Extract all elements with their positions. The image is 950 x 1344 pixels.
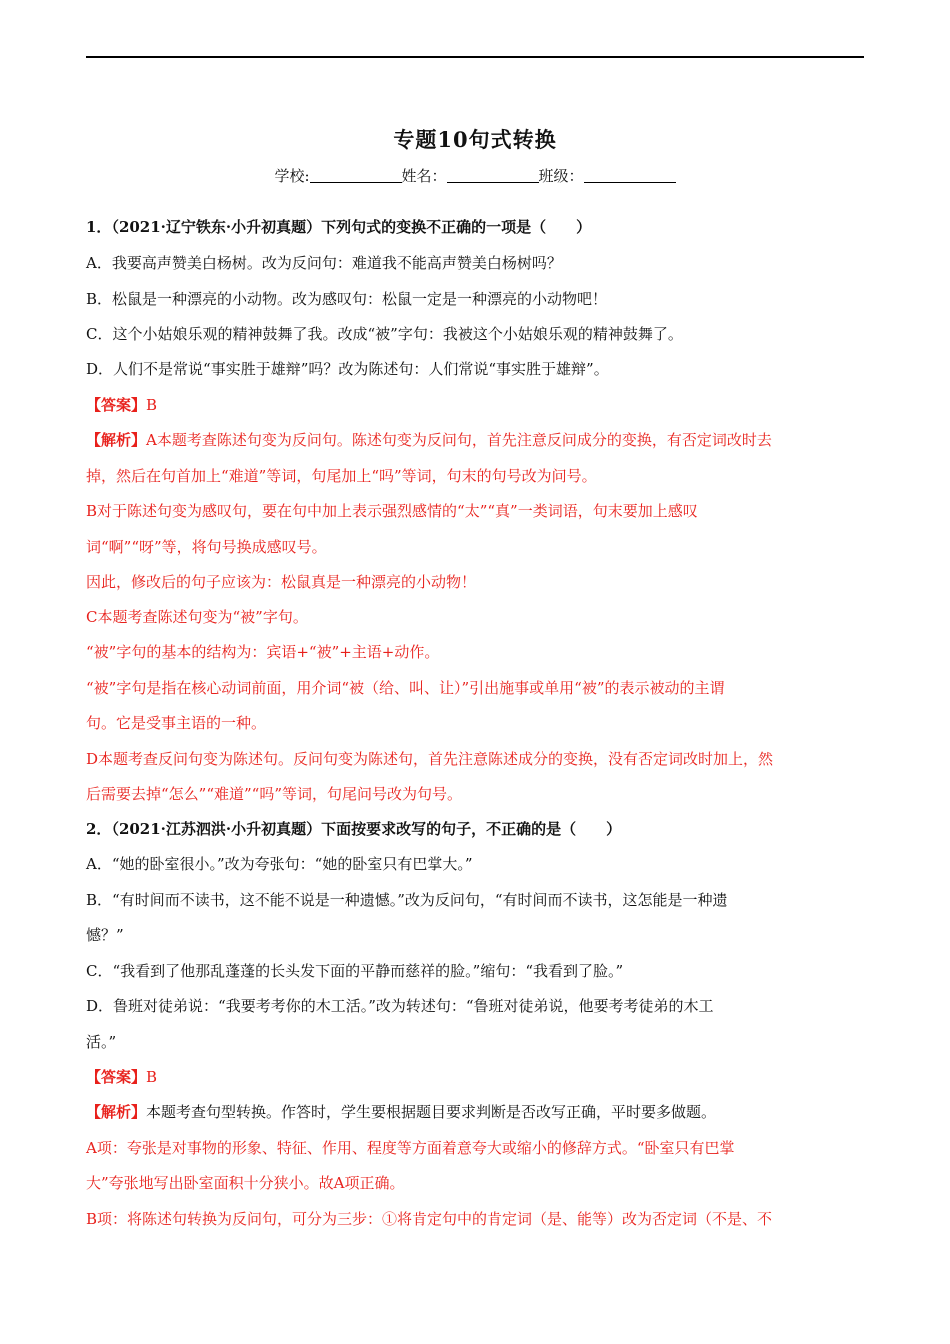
school-blank [310,168,402,183]
q1-analysis-line-9: 句。它是受事主语的一种。 [86,714,267,732]
q1-analysis-line-6: C本题考查陈述句变为“被”字句。 [86,608,308,626]
q1-analysis-line-2: 掉，然后在句首加上“难道”等词，句尾加上“吗”等词，句末的句号改为问号。 [86,467,597,485]
q2-option-c: C．“我看到了他那乱蓬蓬的长头发下面的平静而慈祥的脸。”缩句：“我看到了脸。” [86,962,624,980]
q2-answer-value: B [146,1068,158,1086]
header-rule [86,56,864,58]
q1-analysis-label: 【解析】 [86,431,147,449]
name-blank [447,168,539,183]
q2-number: 2． [86,820,112,838]
q1-analysis-line-8: “被”字句是指在核心动词前面，用介词“被（给、叫、让）”引出施事或单用“被”的表示被动的主谓 [86,679,725,697]
name-label: 姓名： [401,167,447,185]
school-label: 学校: [274,167,310,185]
page-title: 专题10句式转换 [393,127,557,152]
q1-source: （2021·辽宁铁东·小升初真题） [111,218,322,236]
q2-analysis-line-4: B项：将陈述句转换为反问句，可分为三步：①将肯定句中的肯定词（是、能等）改为否定词（不是、不 [86,1210,773,1228]
q1-analysis-line-1 [86,429,772,450]
q2-option-d-cont: 活。” [86,1033,117,1051]
q1-stem-text: 下列句式的变换不正确的一项是（ ） [321,218,592,236]
q2-answer-label: 【答案】 [86,1068,147,1086]
q2-option-b-cont: 憾？” [86,926,124,944]
q2-option-d: D．鲁班对徒弟说：“我要考考你的木工活。”改为转述句：“鲁班对徒弟说，他要考考徒弟的木工 [86,997,714,1015]
q2-answer [86,1066,157,1087]
q1-option-a: A．我要高声赞美白杨树。改为反问句：难道我不能高声赞美白杨树吗？ [86,254,562,272]
q1-analysis-text-1: A本题考查陈述句变为反问句。陈述句变为反问句，首先注意反问成分的变换，有否定词改时去 [146,431,772,449]
q2-analysis-line-2: A项：夸张是对事物的形象、特征、作用、程度等方面着意夸大或缩小的修辞方式。“卧室只有巴掌 [86,1139,735,1157]
q2-analysis-line-3: 大”夸张地写出卧室面积十分狭小。故A项正确。 [86,1174,405,1192]
q1-analysis-line-10: D本题考查反问句变为陈述句。反问句变为陈述句，首先注意陈述成分的变换，没有否定词改时加上，然 [86,750,774,768]
q2-stem-text: 下面按要求改写的句子，不正确的是（ ） [321,820,622,838]
q2-analysis-line-1 [86,1101,716,1122]
q2-option-a: A．“她的卧室很小。”改为夸张句：“她的卧室只有巴掌大。” [86,855,473,873]
q1-analysis-line-7: “被”字句的基本的结构为：宾语+“被”+主语+动作。 [86,643,440,661]
q1-analysis-line-11: 后需要去掉“怎么”“难道”“吗”等词，句尾问号改为句号。 [86,785,463,803]
q1-answer [86,394,157,415]
q1-analysis-line-5: 因此，修改后的句子应该为：松鼠真是一种漂亮的小动物！ [86,573,477,591]
q1-analysis-line-4: 词“啊”“呀”等，将句号换成感叹号。 [86,538,327,556]
q2-option-b: B．“有时间而不读书，这不能不说是一种遗憾。”改为反问句，“有时间而不读书，这怎能是一种遗 [86,891,728,909]
student-info-line [0,165,950,186]
q2-analysis-text-1: 本题考查句型转换。作答时，学生要根据题目要求判断是否改写正确，平时要多做题。 [146,1103,717,1121]
class-label: 班级： [538,167,584,185]
q2-source: （2021·江苏泗洪·小升初真题） [111,820,322,838]
q1-stem [86,216,591,237]
q1-analysis-line-3: B对于陈述句变为感叹句，要在句中加上表示强烈感情的“太”“真”一类词语，句末要加上感叹 [86,502,698,520]
q2-stem [86,818,621,839]
class-blank [584,168,676,183]
q2-analysis-label: 【解析】 [86,1103,147,1121]
q1-number: 1． [86,218,112,236]
q1-answer-value: B [146,396,158,414]
q1-option-b: B．松鼠是一种漂亮的小动物。改为感叹句：松鼠一定是一种漂亮的小动物吧！ [86,290,608,308]
q1-answer-label: 【答案】 [86,396,147,414]
q1-option-c: C．这个小姑娘乐观的精神鼓舞了我。改成“被”字句：我被这个小姑娘乐观的精神鼓舞了。 [86,325,683,343]
q1-option-d: D．人们不是常说“事实胜于雄辩”吗？改为陈述句：人们常说“事实胜于雄辩”。 [86,360,609,378]
